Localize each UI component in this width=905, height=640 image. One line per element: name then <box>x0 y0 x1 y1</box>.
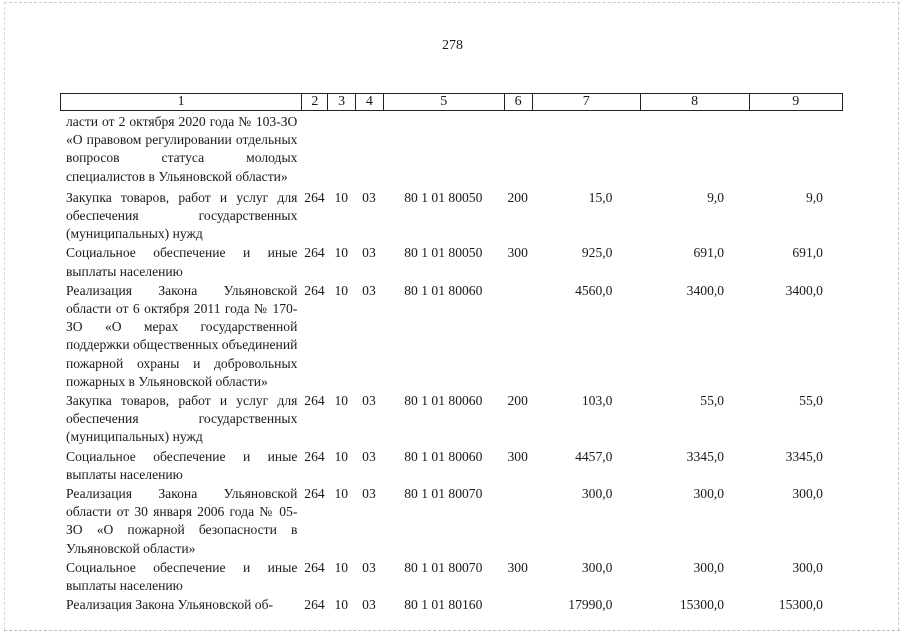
cell-col-7: 103,0 <box>581 393 613 409</box>
cell-col-2: 264 <box>304 282 325 298</box>
cell-col-4: 03 <box>362 393 376 409</box>
page-edge-top <box>4 2 900 3</box>
cell-col-9: 300,0 <box>792 559 823 575</box>
row-description: Закупка товаров, работ и услуг для обеспечения государственных (муниципальных) нужд <box>66 393 298 445</box>
cell-col-8: 691,0 <box>693 245 725 261</box>
cell-col-7 <box>532 113 641 188</box>
row-description: Закупка товаров, работ и услуг для обеспечения государственных (муниципальных) нужд <box>66 189 298 242</box>
header-col-5: 5 <box>384 94 505 110</box>
table-row <box>60 448 843 484</box>
cell-col-6: 300 <box>507 559 528 575</box>
cell-col-4: 03 <box>362 559 376 575</box>
cell-col-5: 80 1 01 80160 <box>404 597 483 613</box>
cell-col-5: 80 1 01 80060 <box>404 282 483 298</box>
cell-col-7: 300,0 <box>581 486 613 502</box>
cell-col-5: 80 1 01 80070 <box>404 559 483 575</box>
cell-col-3: 10 <box>334 486 349 502</box>
cell-col-8: 300,0 <box>693 486 725 502</box>
cell-col-5: 80 1 01 80070 <box>404 486 483 502</box>
cell-col-4: 03 <box>362 486 376 502</box>
cell-col-8: 9,0 <box>707 189 725 205</box>
table-row <box>60 559 843 595</box>
cell-col-2: 264 <box>304 393 325 409</box>
cell-col-4: 03 <box>362 597 376 613</box>
cell-col-7: 15,0 <box>588 189 613 205</box>
cell-col-2: 264 <box>304 448 325 464</box>
cell-col-2: 264 <box>304 486 325 502</box>
cell-col-6 <box>504 596 532 614</box>
header-col-9: 9 <box>792 94 800 109</box>
cell-col-8: 3345,0 <box>686 448 725 464</box>
cell-col-3: 10 <box>334 559 349 575</box>
cell-col-2: 264 <box>304 245 325 261</box>
row-description: Реализация Закона Ульяновской области от 6 октября 2011 года № 170-ЗО «О мерах государственной поддержки общественных объединений пожарной охраны и добровольных пожарных в Ульяновской области» <box>66 282 298 389</box>
table-row <box>60 244 843 280</box>
cell-col-3: 10 <box>334 282 349 298</box>
cell-col-2: 264 <box>304 189 325 205</box>
header-col-7: 7 <box>533 94 641 110</box>
table-body <box>60 113 843 614</box>
cell-col-4: 03 <box>362 189 376 205</box>
table-row <box>60 485 843 558</box>
cell-col-4 <box>355 113 383 188</box>
page-number: 278 <box>442 38 463 53</box>
cell-col-3: 10 <box>334 189 349 205</box>
cell-col-9: 9,0 <box>805 189 823 205</box>
header-col-4: 4 <box>356 94 384 110</box>
cell-col-6 <box>504 485 532 558</box>
header-col-6: 6 <box>505 94 533 110</box>
cell-col-5: 80 1 01 80050 <box>404 245 483 261</box>
table-row <box>60 392 843 447</box>
cell-col-2: 264 <box>304 559 325 575</box>
table-row <box>60 596 843 614</box>
cell-col-6: 300 <box>507 245 528 261</box>
cell-col-6: 200 <box>507 393 528 409</box>
page-edge-left <box>4 2 5 630</box>
cell-col-8: 300,0 <box>693 559 725 575</box>
row-description: ласти от 2 октября 2020 года № 103-ЗО «О правовом регулировании отдельных вопросов статуса молодых специалистов в Ульяновской области» <box>66 114 298 184</box>
cell-col-9: 3345,0 <box>785 448 823 464</box>
cell-col-3: 10 <box>334 245 349 261</box>
cell-col-3 <box>328 113 355 188</box>
row-description: Реализация Закона Ульяновской об- <box>66 597 274 613</box>
page-edge-right <box>898 2 899 630</box>
cell-col-5: 80 1 01 80060 <box>404 393 483 409</box>
row-description: Социальное обеспечение и иные выплаты населению <box>66 559 298 594</box>
cell-col-7: 300,0 <box>581 559 613 575</box>
cell-col-3: 10 <box>334 597 349 613</box>
cell-col-8 <box>640 113 750 188</box>
page-edge-bottom <box>4 630 900 631</box>
cell-col-4: 03 <box>362 448 376 464</box>
cell-col-9: 3400,0 <box>785 282 823 298</box>
cell-col-5 <box>383 113 504 188</box>
row-description: Социальное обеспечение и иные выплаты населению <box>66 245 298 279</box>
cell-col-9: 15300,0 <box>778 597 823 613</box>
table-row <box>60 189 843 244</box>
cell-col-8: 15300,0 <box>679 597 725 613</box>
cell-col-7: 4560,0 <box>575 282 613 298</box>
cell-col-4: 03 <box>362 245 376 261</box>
cell-col-9: 691,0 <box>792 245 823 261</box>
row-description: Реализация Закона Ульяновской области от 30 января 2006 года № 05-ЗО «О пожарной безопасности в Ульяновской области» <box>66 486 298 556</box>
table-row <box>60 282 843 391</box>
table-row <box>60 113 843 188</box>
cell-col-8: 3400,0 <box>686 282 725 298</box>
cell-col-4: 03 <box>362 282 376 298</box>
header-col-8: 8 <box>641 94 750 110</box>
table-header <box>60 93 843 111</box>
header-col-3: 3 <box>328 94 355 110</box>
cell-col-7: 17990,0 <box>568 597 613 613</box>
cell-col-2: 264 <box>304 597 325 613</box>
row-description: Социальное обеспечение и иные выплаты населению <box>66 448 298 482</box>
cell-col-7: 4457,0 <box>575 448 613 464</box>
header-col-2: 2 <box>302 94 328 110</box>
cell-col-6: 200 <box>507 189 528 205</box>
cell-col-8: 55,0 <box>700 393 725 409</box>
cell-col-9: 300,0 <box>792 486 823 502</box>
cell-col-6 <box>504 113 532 188</box>
cell-col-7: 925,0 <box>581 245 613 261</box>
cell-col-9 <box>750 113 843 188</box>
cell-col-2 <box>301 113 327 188</box>
cell-col-3: 10 <box>334 393 349 409</box>
cell-col-5: 80 1 01 80050 <box>404 189 483 205</box>
cell-col-3: 10 <box>334 448 349 464</box>
cell-col-6 <box>504 282 532 391</box>
header-col-1: 1 <box>61 94 302 110</box>
cell-col-5: 80 1 01 80060 <box>404 448 483 464</box>
cell-col-6: 300 <box>507 448 528 464</box>
cell-col-9: 55,0 <box>799 393 823 409</box>
